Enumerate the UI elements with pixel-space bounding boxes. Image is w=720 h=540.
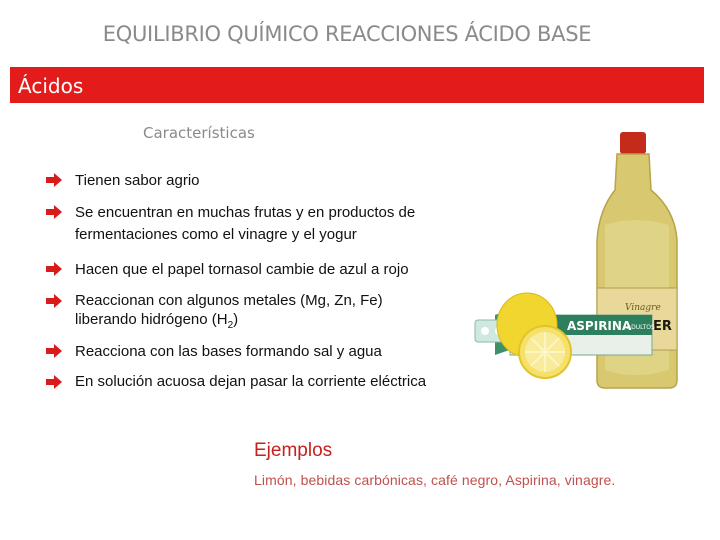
red-arrow-icon [46, 375, 62, 389]
section-title: Ácidos [18, 74, 84, 98]
list-item [48, 372, 428, 391]
acids-illustration [455, 130, 685, 390]
red-arrow-icon [46, 205, 62, 219]
subtitle: Características [143, 124, 255, 142]
list-item [48, 341, 478, 363]
red-arrow-icon [46, 262, 62, 276]
list-item [48, 291, 438, 335]
bullet-text: Tienen sabor agrio [75, 172, 200, 189]
bullet-text: En solución acuosa dejan pasar la corriente eléctrica [75, 373, 427, 390]
red-arrow-icon [46, 344, 62, 358]
bullet-text: Reacciona con las bases formando sal y agua [75, 343, 382, 360]
svg-text:Vinagre: Vinagre [625, 303, 661, 313]
page-title: EQUILIBRIO QUÍMICO REACCIONES ÁCIDO BASE [102, 22, 592, 46]
bullet-text: Reaccionan con algunos metales (Mg, Zn, Fe) liberando hidrógeno $(H_2)$ [75, 292, 383, 331]
lemon [497, 293, 571, 378]
examples-text: Limón, bebidas carbónicas, café negro, Aspirina, vinagre. [254, 472, 616, 488]
section-banner [10, 67, 704, 103]
list-item [48, 202, 468, 246]
list-item [48, 170, 478, 192]
bullet-text: Hacen que el papel tornasol cambie de azul a rojo [75, 261, 409, 278]
svg-text:ADULTOS: ADULTOS [627, 324, 655, 331]
list-item [48, 259, 478, 281]
bullet-text: Se encuentran en muchas frutas y en productos de fermentaciones como el vinagre y el yogur [75, 204, 416, 243]
svg-text:ASPIRINA: ASPIRINA [567, 319, 632, 333]
red-arrow-icon [46, 294, 62, 308]
red-arrow-icon [46, 173, 62, 187]
svg-text:ER: ER [653, 319, 672, 334]
examples-heading: Ejemplos [254, 440, 333, 461]
